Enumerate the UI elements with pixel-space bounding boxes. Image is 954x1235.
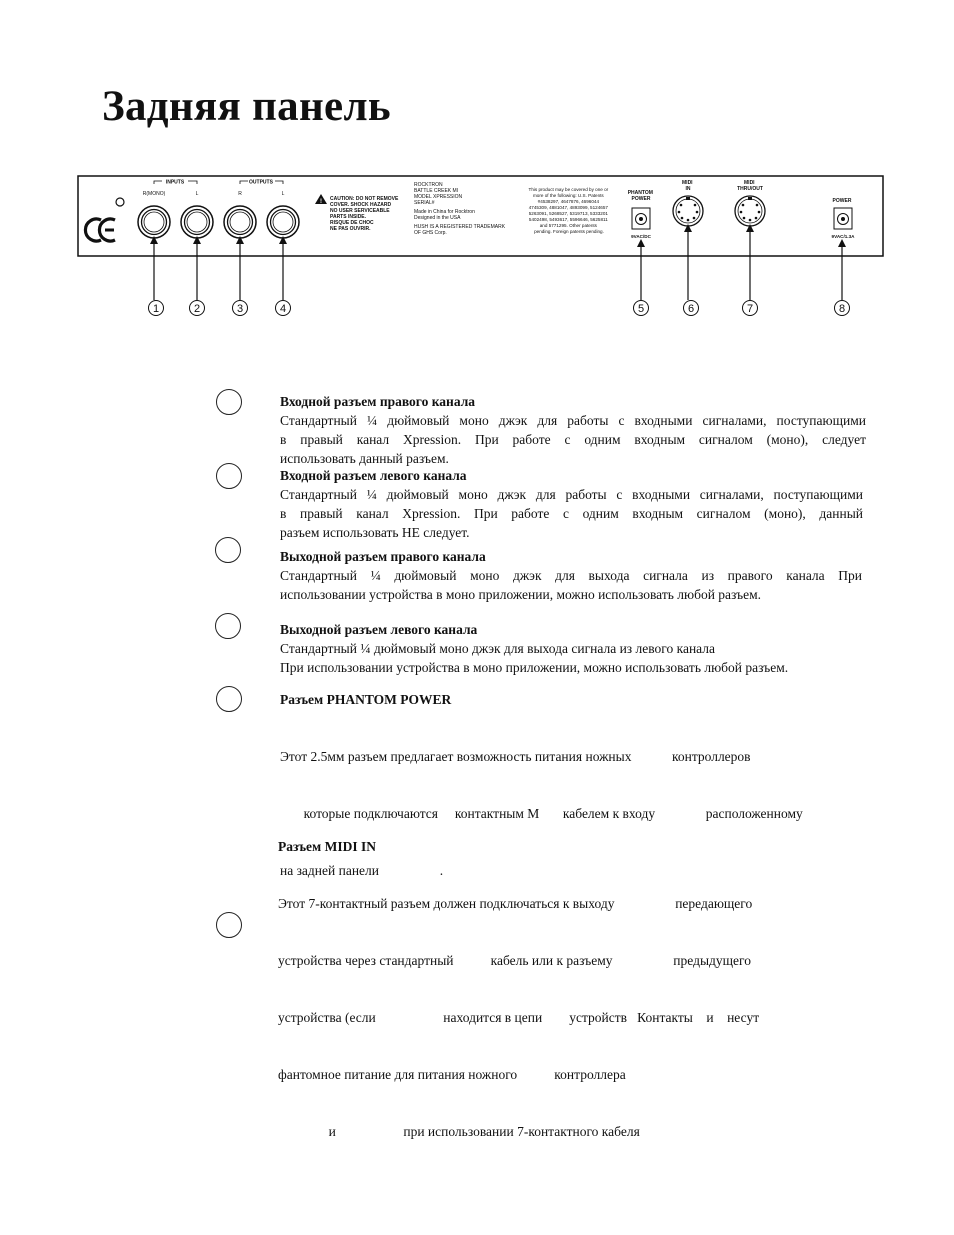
phantom-power-jack (632, 208, 650, 229)
section-marker-3 (215, 537, 241, 563)
jack-label-input-r: R(MONO) (142, 191, 166, 197)
callout-8 (835, 301, 850, 316)
phantom-power-spec: 9VAC/DC (631, 234, 651, 239)
section-output-right (280, 547, 862, 604)
section-body: Стандартный ¼ дюймовый моно джэк для работы с входными сигналами, поступающими в правый канал Xpression. При работе с одним входным сигналом (моно), следует использовать данный разъем. (280, 413, 866, 466)
midi-in-label: MIDI IN (682, 180, 693, 192)
callout-leaders (154, 226, 842, 300)
inputs-label: INPUTS (165, 179, 185, 186)
svg-text:5: 5 (637, 303, 645, 315)
callout-7 (743, 301, 758, 316)
jack-input-right (138, 206, 170, 238)
svg-text:!: ! (320, 199, 322, 205)
power-spec: 9VAC/1.3A (831, 234, 855, 239)
jack-output-right (224, 206, 256, 238)
section-body: Этот 2.5мм разъем предлагает возможность питания ножных контроллеров которые подключаются контактным М кабелем к входу расположенному на задней панели . (280, 749, 803, 878)
callout-3 (233, 301, 248, 316)
section-marker-2 (216, 463, 242, 489)
svg-text:4: 4 (279, 303, 287, 315)
section-body: Стандартный ¼ дюймовый моно джэк для выхода сигнала из левого канала При использовании устройства в моно приложении, можно использовать любой разъем. (280, 641, 789, 675)
callout-4 (276, 301, 291, 316)
outputs-label: OUTPUTS (249, 179, 273, 186)
jack-output-left (267, 206, 299, 238)
section-body: Стандартный ¼ дюймовый моно джэк для работы с входными сигналами, поступающими в правый канал Xpression. При работе с одним входным сигналом (моно), данный разъем использовать НЕ следует. (280, 487, 863, 540)
callout-2 (190, 301, 205, 316)
power-jack (834, 208, 852, 229)
svg-text:7: 7 (746, 303, 754, 315)
svg-text:2: 2 (193, 303, 201, 315)
svg-text:8: 8 (838, 303, 846, 315)
page-title: Задняя панель (102, 83, 391, 130)
mounting-hole (116, 198, 124, 206)
section-marker-1 (216, 389, 242, 415)
svg-text:1: 1 (152, 303, 160, 315)
section-marker-6 (216, 912, 242, 938)
rear-panel-diagram (0, 0, 954, 330)
section-title: Разъем MIDI IN (278, 839, 377, 854)
midi-in-connector (673, 196, 703, 226)
callout-6 (684, 301, 699, 316)
maker-info-text: ROCKTRON BATTLE CREEK MI MODEL XPRESSION SERIAL# Made in China for Rocktron Designed in the USA HUSH IS A REGISTERED TRADEMARK OF GHS Corp. (414, 182, 506, 236)
midi-thru-connector (735, 196, 765, 226)
section-title: Выходной разъем левого канала (280, 622, 478, 637)
jack-label-input-l: L (195, 191, 199, 197)
svg-text:6: 6 (687, 303, 695, 315)
svg-text:3: 3 (236, 303, 244, 315)
patent-text: This product may be covered by one or more of the following: U.S. Patents #4538297, 4647876, 4696044 4745309, 4881047, 4893099, 5124657 5263091, 5268527, 5319713, 5333201 5402498, 5493617, 5596646, 5625811 and 5771295. Other patents pending. Foreign patents pending. (528, 187, 609, 234)
ce-mark-icon (85, 219, 115, 241)
section-output-left (280, 620, 868, 677)
section-body: Этот 7-контактный разъем должен подключаться к выходу передающего устройства через стандартный кабель или к разъему предыдущего устройства (если находится в цепи устройств Контакты и несут фантомное питание для питания ножного контроллера и при использовании 7-контактного кабеля (278, 896, 760, 1139)
section-title: Входной разъем правого канала (280, 394, 476, 409)
midi-thru-label: MIDI THRU/OUT (737, 180, 763, 192)
section-marker-5 (216, 686, 242, 712)
jack-label-output-l: L (281, 191, 285, 197)
caution-text: CAUTION: DO NOT REMOVE COVER. SHOCK HAZARD NO USER SERVICEABLE PARTS INSIDE. RISQUE DE CHOC NE PAS OUVRIR. (330, 196, 399, 232)
phantom-power-label: PHANTOM POWER (627, 190, 653, 202)
section-input-right (280, 392, 866, 468)
section-midi-in (278, 837, 870, 1179)
section-body: Стандартный ¼ дюймовый моно джэк для выхода сигнала из правого канала При использовании устройства в моно приложении, можно использовать любой разъем. (280, 568, 862, 602)
caution-triangle-icon (315, 194, 327, 205)
jack-label-output-r: R (238, 191, 242, 197)
section-title: Выходной разъем правого канала (280, 549, 486, 564)
section-marker-4 (215, 613, 241, 639)
jack-input-left (181, 206, 213, 238)
section-title: Разъем PHANTOM POWER (280, 692, 452, 707)
callout-5 (634, 301, 649, 316)
power-label: POWER (832, 198, 852, 204)
callout-1 (149, 301, 164, 316)
section-title: Входной разъем левого канала (280, 468, 467, 483)
section-input-left (280, 466, 863, 542)
